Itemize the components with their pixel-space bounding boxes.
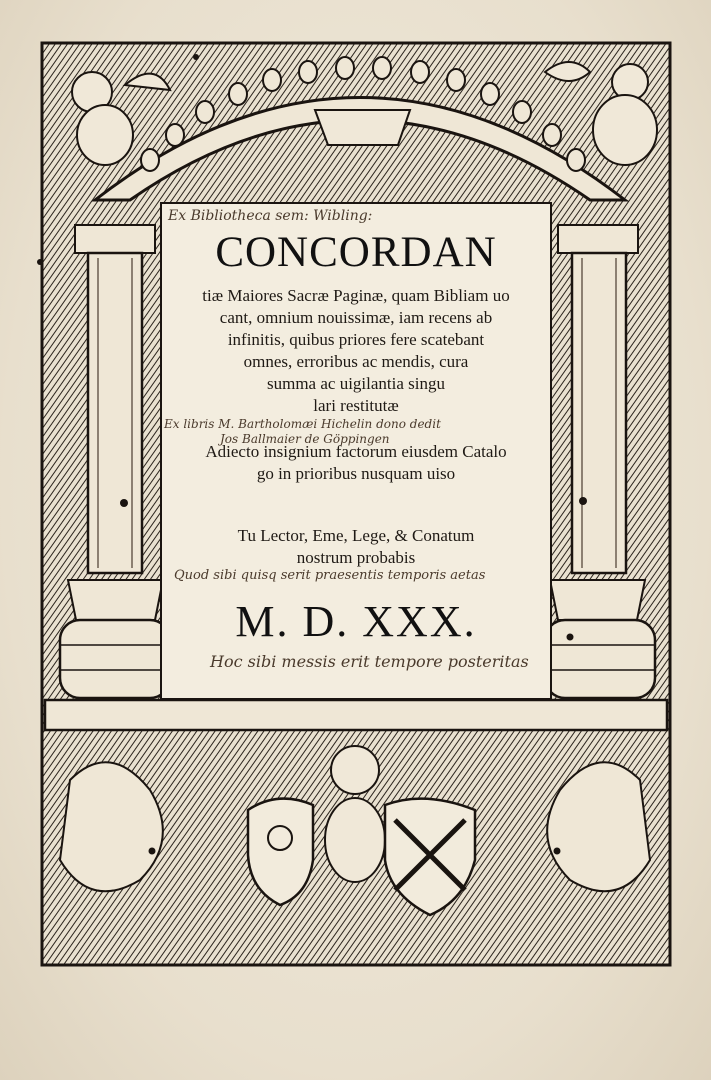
body-line: omnes, erroribus ac mendis, cura bbox=[243, 352, 469, 371]
body-line: summa ac uigilantia singu bbox=[267, 374, 445, 393]
body-line: infinitis, quibus priores fere scatebant bbox=[227, 330, 485, 349]
motto-line: nostrum probabis bbox=[296, 548, 416, 567]
ownership-inscription-top: Ex Bibliotheca sem: Wibling: bbox=[168, 208, 373, 224]
body-line: lari restitutæ bbox=[313, 396, 399, 415]
title-text-block bbox=[164, 206, 548, 696]
body-line: cant, omnium nouissimæ, iam recens ab bbox=[219, 308, 493, 327]
catalog-line: go in prioribus nusquam uiso bbox=[256, 464, 456, 483]
ex-libris-inscription: Ex libris M. Bartholomæi Hichelin dono dedit bbox=[164, 417, 441, 431]
motto-line: Tu Lector, Eme, Lege, & Conatum bbox=[237, 526, 475, 545]
catalog-line: Adiecto insignium factorum eiusdem Catalo bbox=[205, 442, 507, 461]
publication-year: M. D. XXX. bbox=[235, 597, 477, 646]
handwritten-note-2: Hoc sibi messis erit tempore posteritas bbox=[210, 652, 529, 671]
base-ledge bbox=[45, 700, 667, 730]
body-line: tiæ Maiores Sacræ Paginæ, quam Bibliam uo bbox=[202, 286, 510, 305]
page-title: CONCORDAN bbox=[215, 229, 497, 276]
ex-libris-inscription-2: Jos Ballmaier de Göppingen bbox=[220, 432, 390, 446]
handwritten-note: Quod sibi quisq serit praesentis temporis aetas bbox=[174, 568, 486, 583]
